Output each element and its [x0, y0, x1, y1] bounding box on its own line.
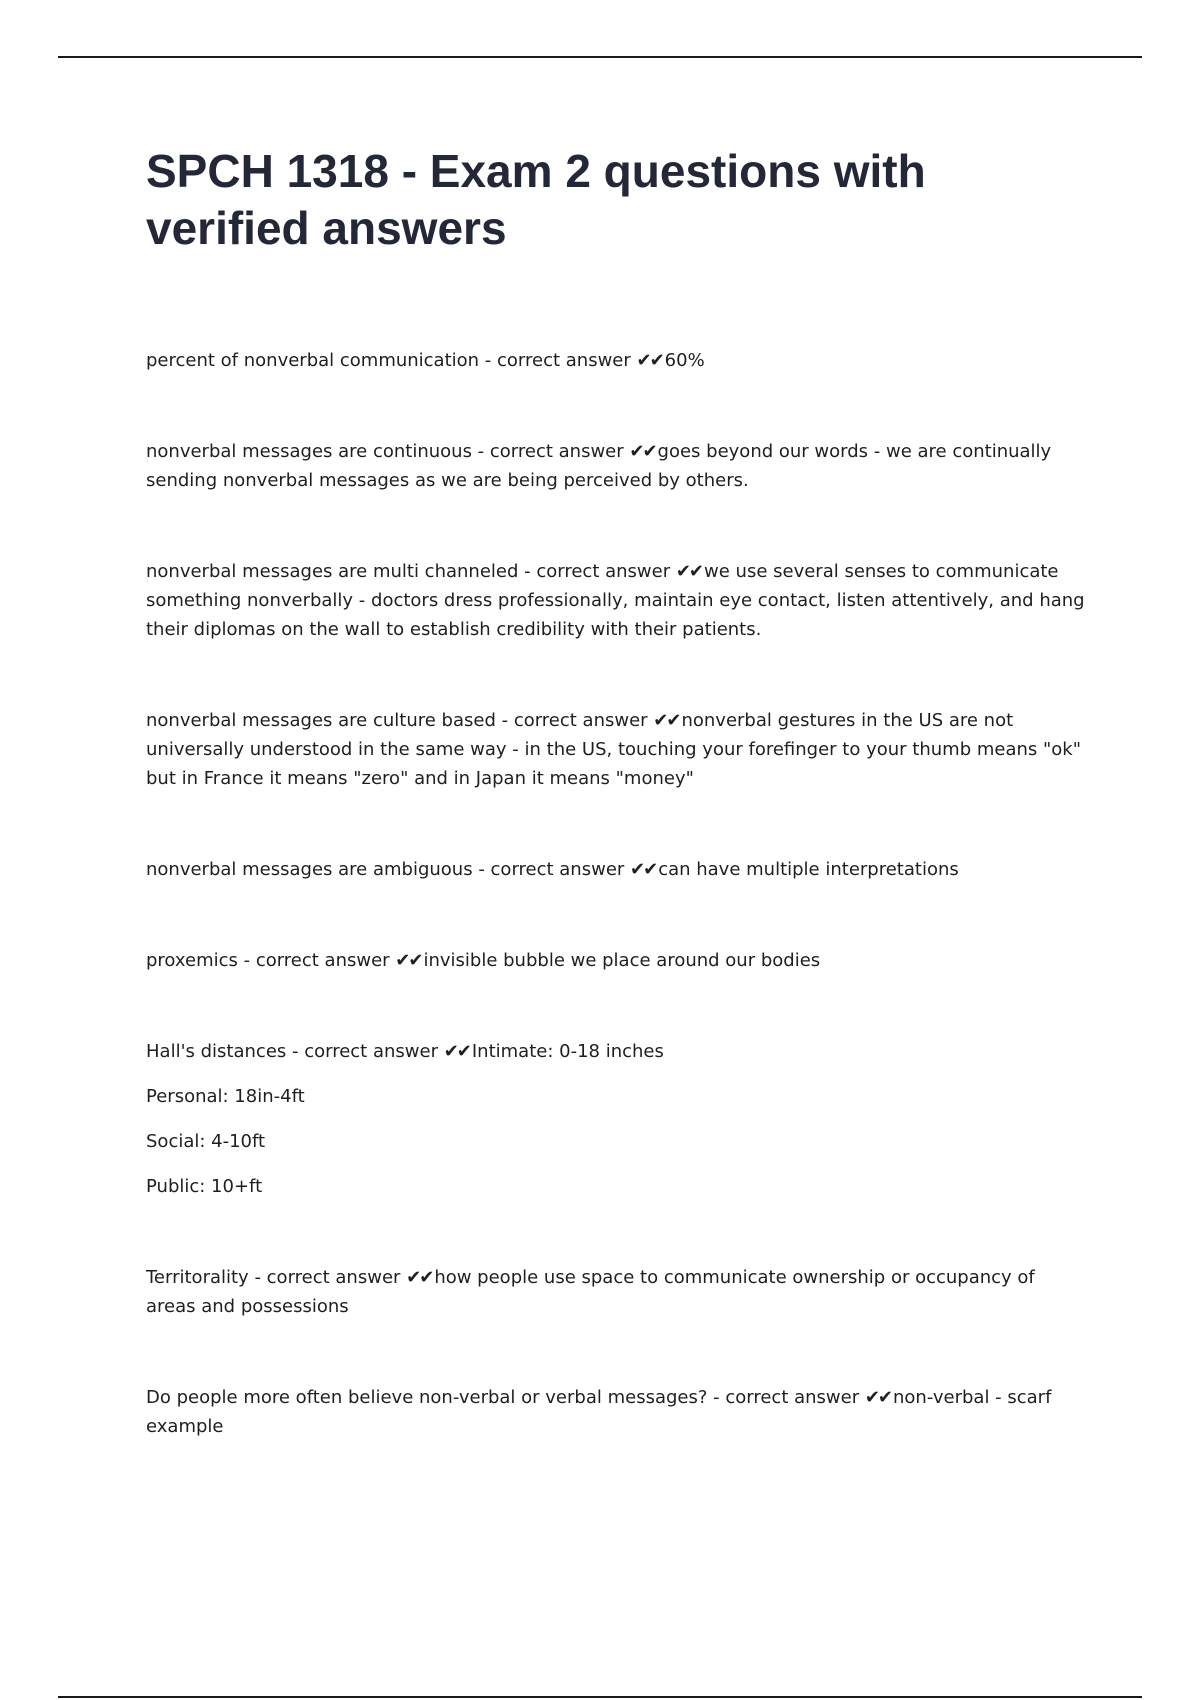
qa-line: [146, 1263, 1086, 1321]
qa-item: [146, 346, 1086, 375]
qa-line: [146, 1037, 1086, 1066]
answer-extra-line: Public: 10+ft: [146, 1176, 263, 1197]
top-divider: [58, 56, 1142, 58]
qa-item: [146, 557, 1086, 644]
check-mark-icon: ✔✔: [629, 441, 656, 462]
answer-separator: - correct answer: [479, 350, 637, 371]
answer-text: can have multiple interpretations: [658, 859, 959, 880]
qa-list: [146, 346, 1086, 1503]
qa-line: [146, 437, 1086, 495]
answer-text: Intimate: 0-18 inches: [471, 1041, 664, 1062]
answer-text: how people use space to communicate ownership or occupancy of areas and possessions: [146, 1267, 1035, 1317]
answer-separator: - correct answer: [237, 950, 396, 971]
answer-separator: - correct answer: [472, 859, 631, 880]
check-mark-icon: ✔✔: [636, 350, 663, 371]
question-text: Territorality: [146, 1267, 249, 1288]
answer-text: invisible bubble we place around our bodies: [423, 950, 821, 971]
answer-text: nonverbal gestures in the US are not universally understood in the same way - in the US, touching your forefinger to your thumb means "ok" but in France it means "zero" and in Japan it means "money": [146, 710, 1081, 789]
qa-item: [146, 1263, 1086, 1321]
answer-separator: - correct answer: [707, 1387, 865, 1408]
answer-text: goes beyond our words - we are continually sending nonverbal messages as we are being perceived by others.: [146, 441, 1052, 491]
answer-separator: - correct answer: [471, 441, 630, 462]
bottom-divider: [58, 1696, 1142, 1698]
answer-text: 60%: [664, 350, 705, 371]
answer-extra-line: Social: 4-10ft: [146, 1131, 266, 1152]
check-mark-icon: ✔✔: [630, 859, 657, 880]
answer-separator: - correct answer: [248, 1267, 407, 1288]
question-text: nonverbal messages are culture based: [146, 710, 496, 731]
qa-line: [146, 946, 1086, 975]
question-text: Hall's distances: [146, 1041, 287, 1062]
question-text: Do people more often believe non-verbal or verbal messages?: [146, 1387, 708, 1408]
qa-item: [146, 946, 1086, 975]
qa-item: [146, 855, 1086, 884]
answer-text: we use several senses to communicate something nonverbally - doctors dress professionally, maintain eye contact, listen attentively, and hang their diplomas on the wall to establish credibility with their patients.: [146, 561, 1085, 640]
qa-item: [146, 706, 1086, 793]
qa-line: [146, 706, 1086, 793]
question-text: nonverbal messages are continuous: [146, 441, 472, 462]
page-title: SPCH 1318 - Exam 2 questions with verified answers: [146, 145, 926, 254]
answer-separator: - correct answer: [286, 1041, 444, 1062]
check-mark-icon: ✔✔: [395, 950, 422, 971]
qa-line: [146, 557, 1086, 644]
qa-line: [146, 1383, 1086, 1441]
check-mark-icon: ✔✔: [864, 1387, 892, 1408]
check-mark-icon: ✔✔: [675, 561, 703, 582]
check-mark-icon: ✔✔: [653, 710, 680, 731]
question-text: nonverbal messages are multi channeled: [146, 561, 519, 582]
qa-item: [146, 1383, 1086, 1441]
qa-item: [146, 1037, 1086, 1201]
qa-line: [146, 346, 1086, 375]
qa-item: [146, 437, 1086, 495]
answer-extra-line: Personal: 18in-4ft: [146, 1086, 305, 1107]
qa-line: [146, 855, 1086, 884]
answer-separator: - correct answer: [495, 710, 654, 731]
check-mark-icon: ✔✔: [406, 1267, 433, 1288]
question-text: proxemics: [146, 950, 238, 971]
question-text: nonverbal messages are ambiguous: [146, 859, 473, 880]
check-mark-icon: ✔✔: [443, 1041, 470, 1062]
answer-text: non-verbal - scarf example: [146, 1387, 1052, 1437]
question-text: percent of nonverbal communication: [146, 350, 480, 371]
answer-separator: - correct answer: [518, 561, 676, 582]
